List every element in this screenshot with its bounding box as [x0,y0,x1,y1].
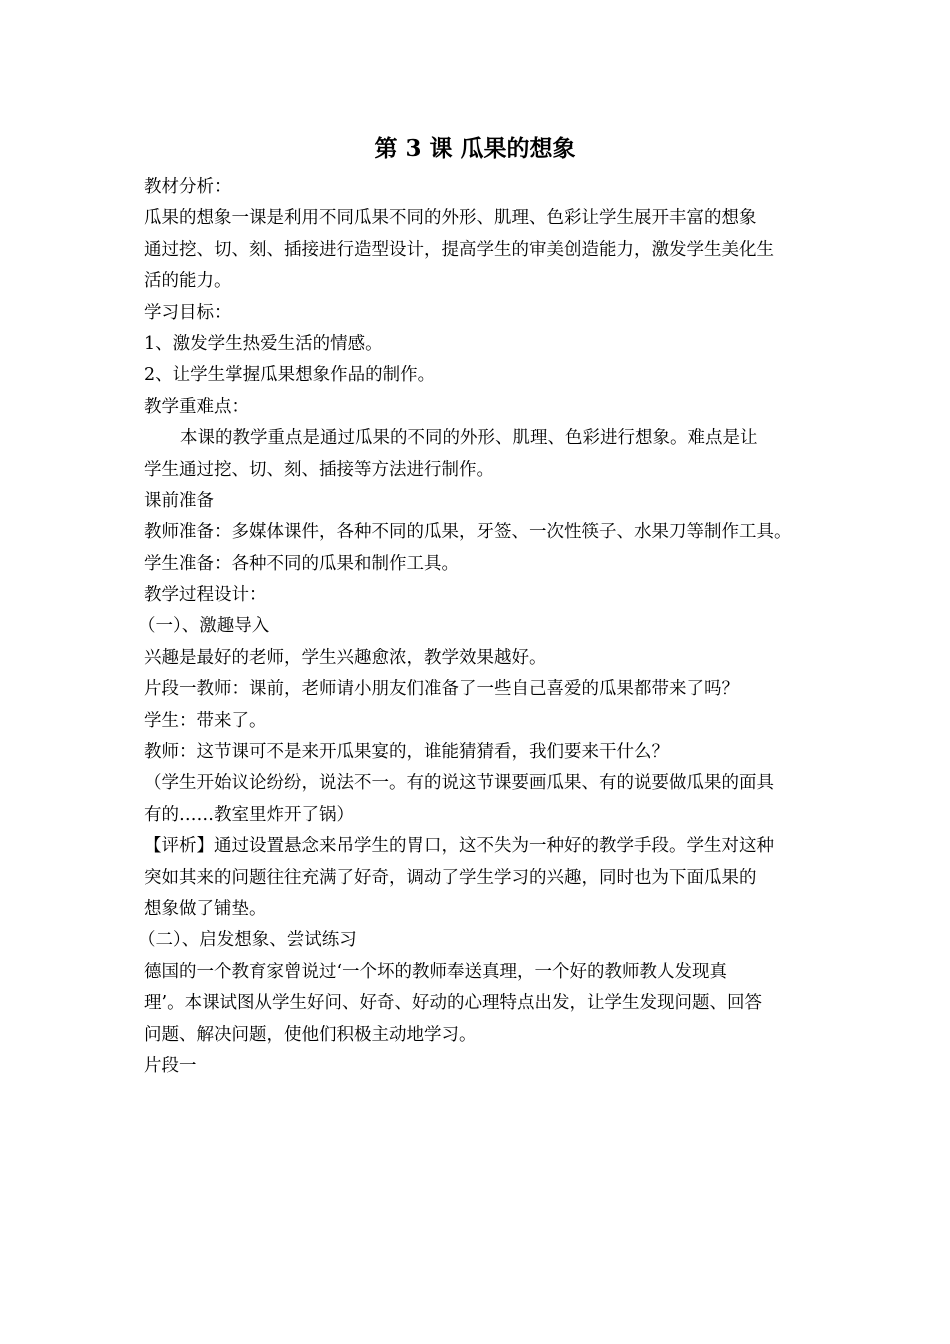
paragraph-line: 片段一教师：课前，老师请小朋友们准备了一些自己喜爱的瓜果都带来了吗？ [144,679,739,700]
document-title: 第 3 课 瓜果的想象 [374,135,576,162]
subsection-heading-intro: （一）、激趣导入 [138,616,270,637]
list-item: 1、激发学生热爱生活的情感。 [144,333,383,354]
paragraph-line: 理’。本课试图从学生好问、好奇、好动的心理特点出发，让学生发现问题、回答 [144,993,763,1014]
paragraph-line: 有的……教室里炸开了锅） [144,804,354,825]
section-heading-learning-goals: 学习目标： [144,302,232,323]
paragraph-line: 瓜果的想象一课是利用不同瓜果不同的外形、肌理、色彩让学生展开丰富的想象 [144,208,757,229]
paragraph-line: 德国的一个教育家曾说过‘一个坏的教师奉送真理，一个好的教师教人发现真 [144,961,728,982]
paragraph-line: 学生通过挖、切、刻、插接等方法进行制作。 [144,459,494,480]
paragraph-line: （学生开始议论纷纷，说法不一。有的说这节课要画瓜果、有的说要做瓜果的面具 [144,773,774,794]
paragraph-line: 学生：带来了。 [144,710,267,731]
paragraph-line: 问题、解决问题，使他们积极主动地学习。 [144,1024,477,1045]
paragraph-line: 【评析】通过设置悬念来吊学生的胃口，这不失为一种好的教学手段。学生对这种 [144,836,774,857]
section-heading-preparation: 课前准备 [144,490,214,511]
paragraph-line: 学生准备：各种不同的瓜果和制作工具。 [144,553,459,574]
paragraph-line: 通过挖、切、刻、插接进行造型设计，提高学生的审美创造能力，激发学生美化生 [144,239,774,260]
paragraph-line: 片段一 [144,1055,197,1076]
document-body [138,172,812,1082]
paragraph-line: 突如其来的问题往往充满了好奇，调动了学生学习的兴趣，同时也为下面瓜果的 [144,867,757,888]
paragraph-line: 教师：这节课可不是来开瓜果宴的，谁能猜猜看，我们要来干什么？ [144,742,669,763]
paragraph-line: 活的能力。 [144,271,232,292]
subsection-heading-imagination: （二）、启发想象、尝试练习 [138,930,357,951]
paragraph-line: 教师准备：多媒体课件，各种不同的瓜果，牙签、一次性筷子、水果刀等制作工具。 [144,522,792,543]
section-heading-key-points: 教学重难点： [144,396,249,417]
list-item: 2、让学生掌握瓜果想象作品的制作。 [144,365,436,386]
paragraph-line: 本课的教学重点是通过瓜果的不同的外形、肌理、色彩进行想象。难点是让 [180,428,758,449]
section-heading-material-analysis: 教材分析： [144,177,232,197]
paragraph-line: 想象做了铺垫。 [144,898,267,919]
section-heading-process-design: 教学过程设计： [144,585,267,606]
paragraph-line: 兴趣是最好的老师，学生兴趣愈浓，教学效果越好。 [144,647,547,668]
